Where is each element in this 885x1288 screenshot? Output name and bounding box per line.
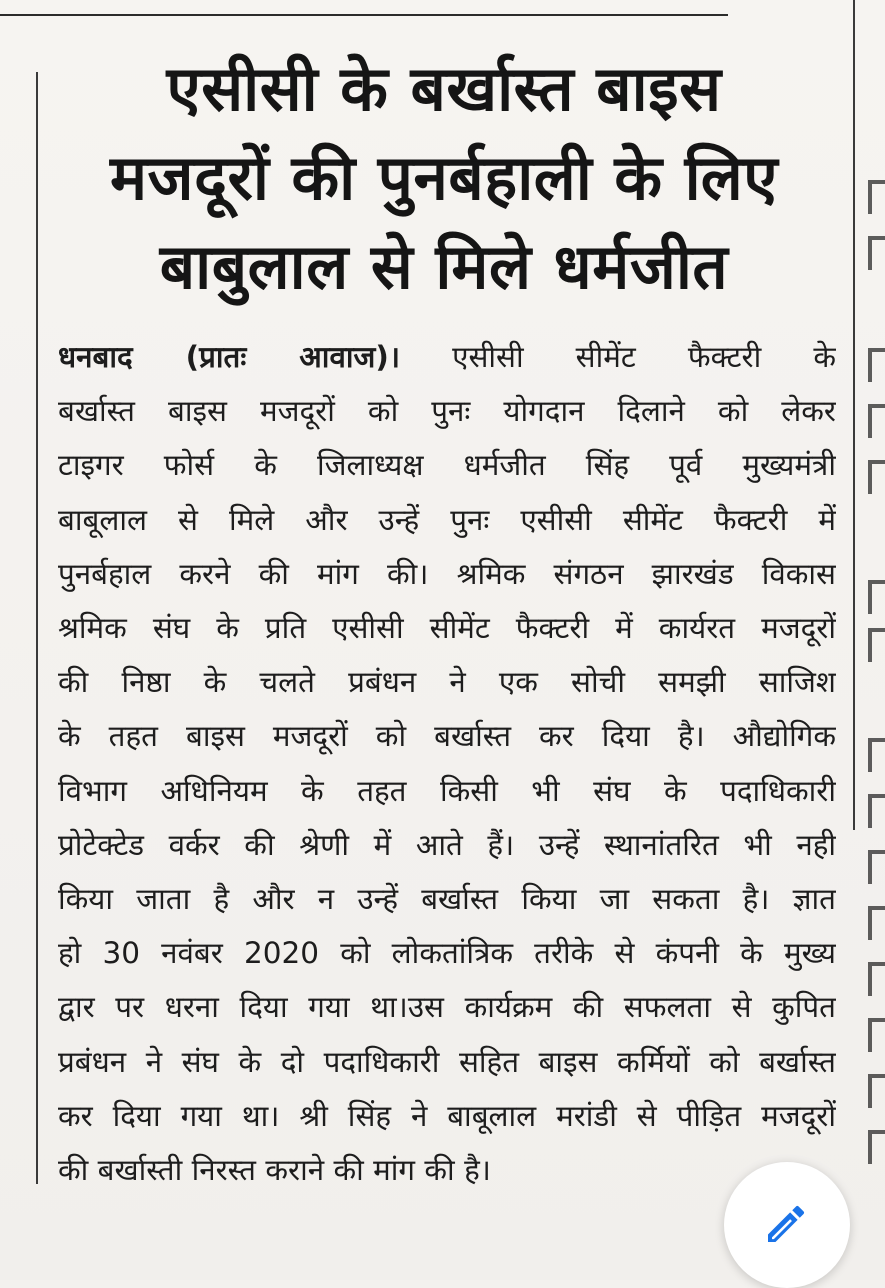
cutoff-text-fragment — [868, 1130, 885, 1164]
headline-line-2: मजदूरों की पुनर्बहाली के लिए — [109, 141, 779, 214]
article-line: विभाग अधिनियम के तहत किसी भी संघ के पदाधिकारी — [58, 773, 836, 808]
article-line: प्रोटेक्टेड वर्कर की श्रेणी में आते हैं। उन्हें स्थानांतरित भी नही — [58, 827, 836, 862]
article-line-1-text: एसीसी सीमेंट फैक्टरी के — [400, 340, 836, 374]
article-line: की निष्ठा के चलते प्रबंधन ने एक सोची समझी साजिश — [58, 665, 836, 700]
cutoff-text-fragment — [868, 628, 885, 662]
article-line: द्वार पर धरना दिया गया था।उस कार्यक्रम की सफलता से कुपित — [58, 990, 836, 1025]
cutoff-text-fragment — [868, 180, 885, 214]
headline — [44, 44, 844, 311]
cutoff-text-fragment — [868, 738, 885, 772]
cutoff-text-fragment — [868, 460, 885, 494]
article-line: बाबूलाल से मिले और उन्हें पुनः एसीसी सीमेंट फैक्टरी में — [58, 502, 836, 537]
left-column-rule — [36, 72, 38, 1184]
cutoff-text-fragment — [868, 1018, 885, 1052]
cutoff-text-fragment — [868, 850, 885, 884]
article-line: हो 30 नवंबर 2020 को लोकतांत्रिक तरीके से कंपनी के मुख्य — [58, 936, 836, 971]
cutoff-text-fragment — [868, 580, 885, 614]
edit-fab-button[interactable] — [724, 1162, 850, 1288]
cutoff-text-fragment — [868, 236, 885, 270]
adjacent-column-cutoff — [868, 170, 885, 1250]
right-column-rule — [853, 0, 855, 830]
headline-line-1: एसीसी के बर्खास्त बाइस — [166, 52, 722, 125]
article-line: पुनर्बहाल करने की मांग की। श्रमिक संगठन झारखंड विकास — [58, 556, 836, 591]
pencil-edit-icon — [762, 1200, 810, 1248]
cutoff-text-fragment — [868, 794, 885, 828]
article-line: के तहत बाइस मजदूरों को बर्खास्त कर दिया है। औद्योगिक — [58, 719, 836, 754]
article-line: श्रमिक संघ के प्रति एसीसी सीमेंट फैक्टरी में कार्यरत मजदूरों — [58, 611, 836, 646]
article-line: किया जाता है और न उन्हें बर्खास्त किया जा सकता है। ज्ञात — [58, 882, 836, 917]
dateline: धनबाद (प्रातः आवाज)। — [58, 340, 401, 374]
top-column-rule — [0, 14, 728, 16]
article-line: प्रबंधन ने संघ के दो पदाधिकारी सहित बाइस कर्मियों को बर्खास्त — [58, 1044, 836, 1079]
article-line: बर्खास्त बाइस मजदूरों को पुनः योगदान दिलाने को लेकर — [58, 394, 836, 429]
cutoff-text-fragment — [868, 348, 885, 382]
cutoff-text-fragment — [868, 962, 885, 996]
cutoff-text-fragment — [868, 404, 885, 438]
article-line-last: की बर्खास्ती निरस्त कराने की मांग की है। — [58, 1153, 491, 1188]
headline-line-3: बाबुलाल से मिले धर्मजीत — [159, 230, 729, 303]
article-line: टाइगर फोर्स के जिलाध्यक्ष धर्मजीत सिंह पूर्व मुख्यमंत्री — [58, 448, 836, 483]
cutoff-text-fragment — [868, 906, 885, 940]
cutoff-text-fragment — [868, 1074, 885, 1108]
article-line: कर दिया गया था। श्री सिंह ने बाबूलाल मरांडी से पीड़ित मजदूरों — [58, 1098, 836, 1133]
article-body — [58, 330, 836, 1197]
article-line-1 — [58, 330, 836, 384]
